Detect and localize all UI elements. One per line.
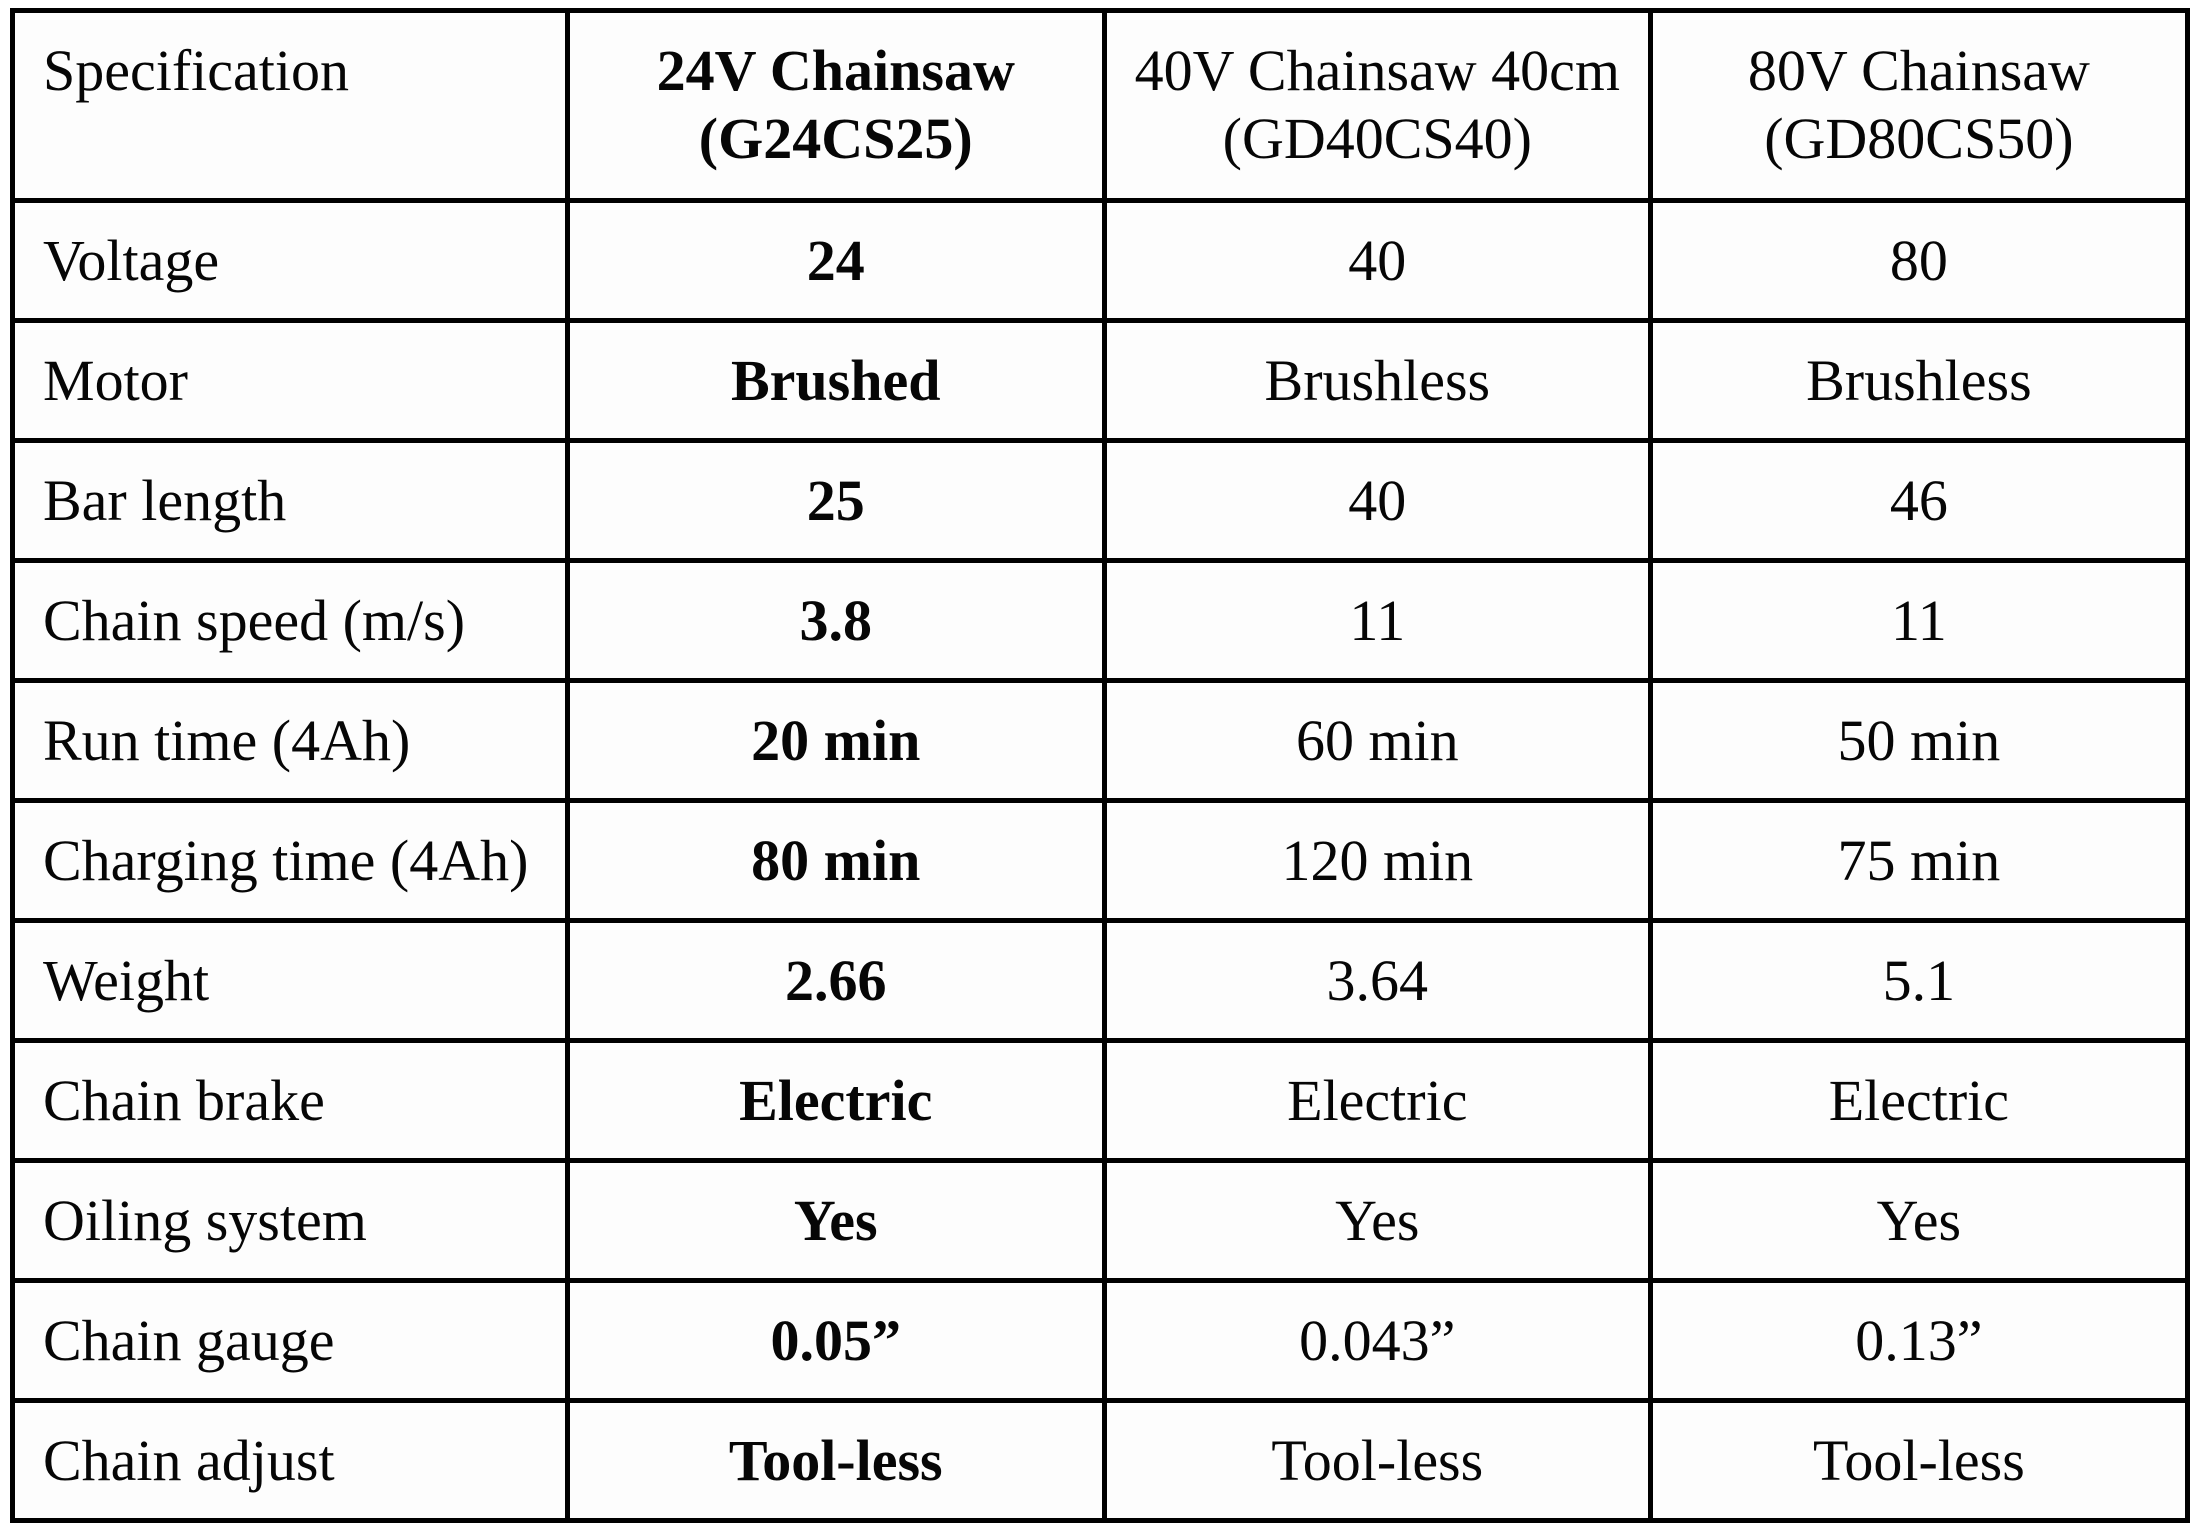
row-label: Oiling system bbox=[13, 1161, 568, 1281]
table-row-run-time bbox=[13, 681, 2188, 801]
table-cell: 75 min bbox=[1650, 801, 2187, 921]
row-label: Chain brake bbox=[13, 1041, 568, 1161]
header-line: (G24CS25) bbox=[698, 106, 973, 172]
table-row-voltage bbox=[13, 201, 2188, 321]
table-row-charging-time bbox=[13, 801, 2188, 921]
table-cell: 40 bbox=[1104, 441, 1650, 561]
header-cell-24v-chainsaw bbox=[567, 11, 1104, 201]
table-cell: Brushless bbox=[1104, 321, 1650, 441]
table-cell: Yes bbox=[1650, 1161, 2187, 1281]
header-line: 80V Chainsaw bbox=[1747, 38, 2090, 103]
header-line: (GD40CS40) bbox=[1222, 106, 1532, 172]
row-label: Weight bbox=[13, 921, 568, 1041]
table-cell: 2.66 bbox=[567, 921, 1104, 1041]
table-cell: 50 min bbox=[1650, 681, 2187, 801]
table-row-weight bbox=[13, 921, 2188, 1041]
table-cell: Brushed bbox=[567, 321, 1104, 441]
table-cell: 25 bbox=[567, 441, 1104, 561]
header-line: 24V Chainsaw bbox=[656, 38, 1015, 103]
table-cell: Yes bbox=[1104, 1161, 1650, 1281]
table-cell: 11 bbox=[1650, 561, 2187, 681]
table-cell: 0.13” bbox=[1650, 1281, 2187, 1401]
table-cell: 24 bbox=[567, 201, 1104, 321]
table-cell: Electric bbox=[1104, 1041, 1650, 1161]
row-label: Run time (4Ah) bbox=[13, 681, 568, 801]
table-cell: 3.8 bbox=[567, 561, 1104, 681]
table-cell: 80 bbox=[1650, 201, 2187, 321]
row-label: Voltage bbox=[13, 201, 568, 321]
table-cell: 20 min bbox=[567, 681, 1104, 801]
row-label: Motor bbox=[13, 321, 568, 441]
table-cell: Tool-less bbox=[1650, 1401, 2187, 1521]
table-row-chain-brake bbox=[13, 1041, 2188, 1161]
table-cell: Electric bbox=[1650, 1041, 2187, 1161]
spec-table-container bbox=[10, 8, 2190, 1522]
header-line: Specification bbox=[43, 38, 350, 103]
table-cell: 46 bbox=[1650, 441, 2187, 561]
table-row-oiling-system bbox=[13, 1161, 2188, 1281]
header-line: 40V Chainsaw 40cm bbox=[1134, 38, 1621, 103]
table-cell: 3.64 bbox=[1104, 921, 1650, 1041]
header-line: (GD80CS50) bbox=[1764, 106, 2074, 172]
table-row-chain-adjust bbox=[13, 1401, 2188, 1521]
header-cell-specification bbox=[13, 11, 568, 201]
header-row bbox=[13, 11, 2188, 201]
table-cell: 40 bbox=[1104, 201, 1650, 321]
row-label: Bar length bbox=[13, 441, 568, 561]
table-cell: Brushless bbox=[1650, 321, 2187, 441]
table-row-chain-gauge bbox=[13, 1281, 2188, 1401]
table-cell: 80 min bbox=[567, 801, 1104, 921]
table-cell: Tool-less bbox=[1104, 1401, 1650, 1521]
table-row-chain-speed bbox=[13, 561, 2188, 681]
table-cell: Tool-less bbox=[567, 1401, 1104, 1521]
table-cell: 0.043” bbox=[1104, 1281, 1650, 1401]
header-cell-40v-chainsaw bbox=[1104, 11, 1650, 201]
header-cell-80v-chainsaw bbox=[1650, 11, 2187, 201]
table-cell: 120 min bbox=[1104, 801, 1650, 921]
spec-comparison-table bbox=[10, 8, 2190, 1523]
table-cell: 60 min bbox=[1104, 681, 1650, 801]
table-cell: 0.05” bbox=[567, 1281, 1104, 1401]
table-cell: Yes bbox=[567, 1161, 1104, 1281]
row-label: Chain speed (m/s) bbox=[13, 561, 568, 681]
table-cell: 11 bbox=[1104, 561, 1650, 681]
row-label: Charging time (4Ah) bbox=[13, 801, 568, 921]
row-label: Chain adjust bbox=[13, 1401, 568, 1521]
table-cell: 5.1 bbox=[1650, 921, 2187, 1041]
table-cell: Electric bbox=[567, 1041, 1104, 1161]
table-row-bar-length bbox=[13, 441, 2188, 561]
table-row-motor bbox=[13, 321, 2188, 441]
row-label: Chain gauge bbox=[13, 1281, 568, 1401]
